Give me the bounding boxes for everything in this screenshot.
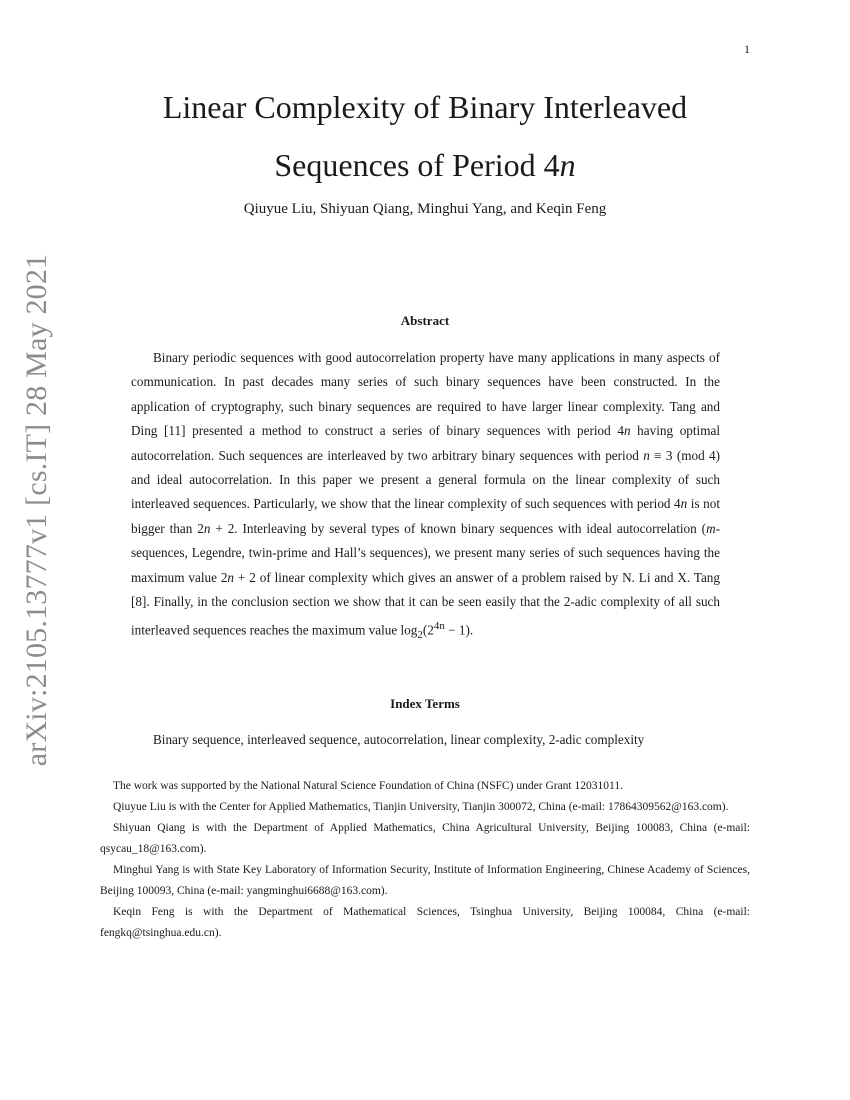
abstract-text: Binary periodic sequences with good autocorrelation property have many applications in many aspects of communication. In past decades many series of such binary sequences have been constructed. In the application of cryptography, such binary sequences are required to have larger linear complexity. Tang and Ding [11] presented a method to construct a series of binary sequences with period 4 (131, 350, 720, 439)
index-terms-heading: Index Terms (390, 696, 460, 711)
footnote-author-affiliation: Keqin Feng is with the Department of Mathematical Sciences, Tsinghua University, Beijing 100084, China (e-mail: fengkq@tsinghua.edu.cn). (100, 906, 750, 939)
footnotes (100, 776, 750, 944)
abstract-text: + 2. Interleaving by several types of known binary sequences with ideal autocorrelation ( (210, 520, 707, 536)
math-variable: m (706, 520, 716, 536)
math-variable: n (227, 569, 235, 585)
abstract-text: -sequences, Legendre, twin-prime and Hall’s sequences), we present many series of such sequences having the maximum value 2 (131, 520, 720, 585)
title-period-variable: n (559, 147, 576, 183)
title-line-2 (100, 136, 750, 194)
math-variable: n (623, 423, 631, 439)
math-variable: n (203, 520, 211, 536)
exponent-superscript: 4n (433, 620, 445, 633)
abstract-text: + 2 of linear complexity which gives an answer of a problem raised by N. Li and X. Tang [8]. Finally, in the conclusion section we show that it can be seen easily that the 2-adic complexity of all such interleaved sequences reaches the maximum value log (131, 569, 720, 638)
author-list: Qiuyue Liu, Shiyuan Qiang, Minghui Yang, and Keqin Feng (243, 201, 607, 217)
footnote-author-affiliation: Minghui Yang is with State Key Laboratory of Information Security, Institute of Information Engineering, Chinese Academy of Sciences, Beijing 100093, China (e-mail: yangminghui6688@163.com). (100, 864, 750, 897)
paper-title (100, 78, 750, 194)
footnote-author-affiliation: Shiyuan Qiang is with the Department of Applied Mathematics, China Agricultural University, Beijing 100083, China (e-mail: qsycau_18@163.com). (100, 822, 750, 855)
title-line-1: Linear Complexity of Binary Interleaved (162, 89, 688, 125)
abstract-text: is not bigger than 2 (131, 496, 720, 536)
abstract-text: ≡ 3 (mod 4) and ideal autocorrelation. In this paper we present a general formula on the linear complexity of such interleaved sequences. Particularly, we show that the linear complexity of such sequences with period 4 (131, 447, 720, 512)
log-base-subscript: 2 (417, 629, 423, 642)
abstract-heading: Abstract (400, 313, 450, 328)
page-number: 1 (744, 42, 750, 56)
footnote-author-affiliation: Qiuyue Liu is with the Center for Applied Mathematics, Tianjin University, Tianjin 300072, China (e-mail: 17864309562@163.com). (113, 801, 729, 813)
index-terms-body: Binary sequence, interleaved sequence, autocorrelation, linear complexity, 2-adic complexity (153, 732, 645, 747)
footnote-funding: The work was supported by the National Natural Science Foundation of China (NSFC) under Grant 12031011. (113, 780, 623, 792)
math-variable: n (680, 496, 688, 512)
arxiv-identifier-stamp[interactable]: arXiv:2105.13777v1 [cs.IT] 28 May 2021 (20, 253, 53, 767)
abstract-text: having optimal autocorrelation. Such sequences are interleaved by two arbitrary binary sequences with period (131, 423, 720, 463)
math-variable: n (643, 447, 650, 463)
abstract-text: − 1). (444, 622, 474, 638)
abstract-text: (2 (422, 622, 434, 638)
title-line-2-text: Sequences of Period 4 (274, 147, 560, 183)
abstract-body (131, 346, 720, 648)
